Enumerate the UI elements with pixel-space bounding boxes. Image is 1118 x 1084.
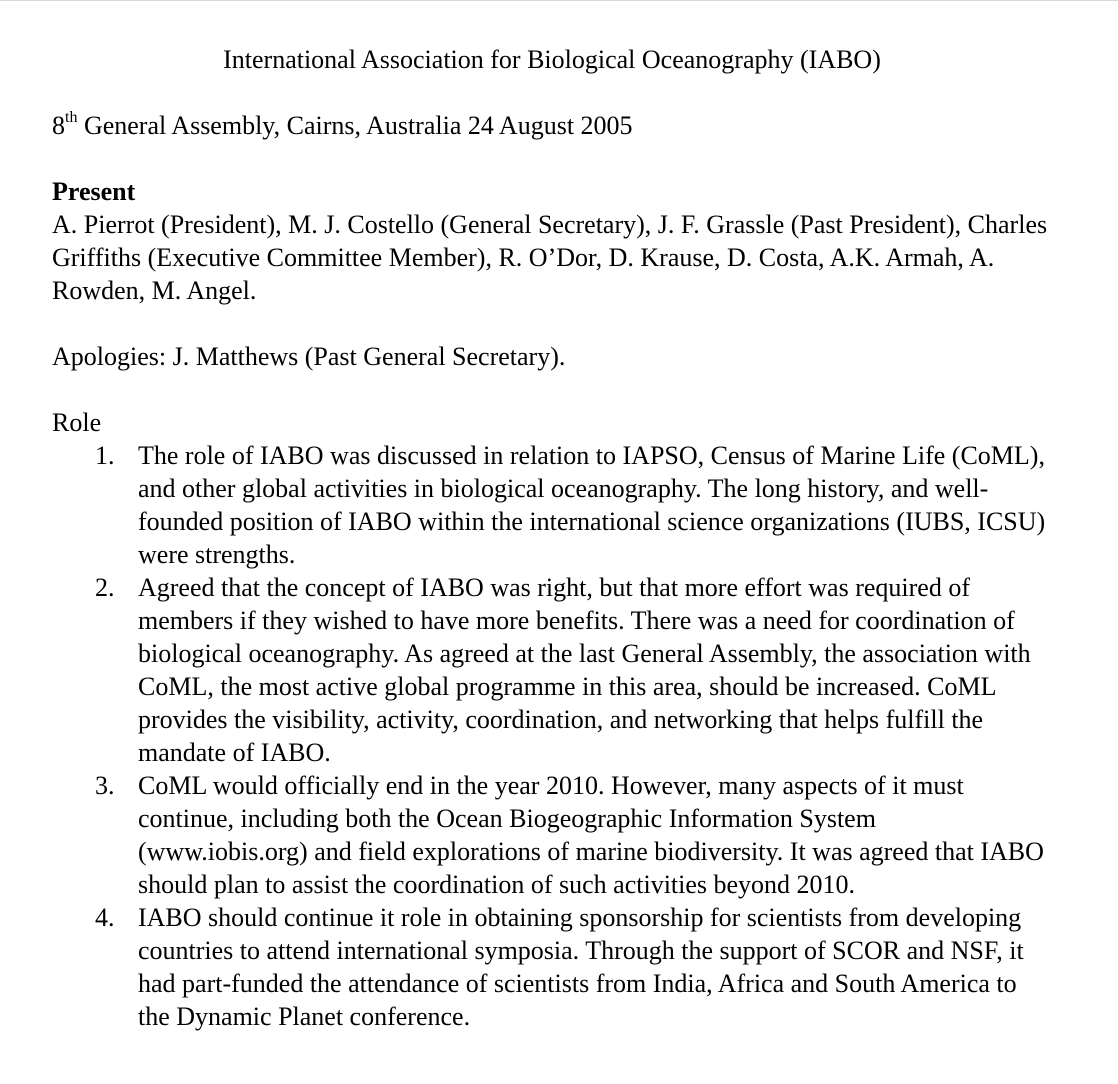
list-item-text: The role of IABO was discussed in relation to IAPSO, Census of Marine Life (CoML), and other global activities in biological oceanography. The long history, and well-founded position of IABO within the international science organizations (IUBS, ICSU) were strengths. <box>138 441 1046 569</box>
list-item <box>52 439 1052 571</box>
list-item-number: 4. <box>95 903 115 932</box>
list-item <box>52 769 1052 901</box>
list-item-text: Agreed that the concept of IABO was right, but that more effort was required of members if they wished to have more benefits. There was a need for coordination of biological oceanography. As agreed at the last General Assembly, the association with CoML, the most active global programme in this area, should be increased. CoML provides the visibility, activity, coordination, and networking that helps fulfill the mandate of IABO. <box>138 573 1031 767</box>
present-list: A. Pierrot (President), M. J. Costello (General Secretary), J. F. Grassle (Past President), Charles Griffiths (Executive Committee Member), R. O’Dor, D. Krause, D. Costa, A.K. Armah, A. Rowden, M. Angel. <box>52 210 1048 305</box>
list-item-number: 1. <box>95 441 115 470</box>
top-border <box>0 0 1118 1</box>
document-page <box>52 43 1052 1033</box>
list-item-number: 3. <box>95 771 115 800</box>
list-item-number: 2. <box>95 573 115 602</box>
list-item <box>52 901 1052 1033</box>
assembly-ordinal: 8 <box>52 111 65 140</box>
present-heading: Present <box>52 177 136 206</box>
list-item <box>52 571 1052 769</box>
list-item-text: IABO should continue it role in obtaining sponsorship for scientists from developing countries to attend international symposia. Through the support of SCOR and NSF, it had part-funded the attendance of scientists from India, Africa and South America to the Dynamic Planet conference. <box>138 903 1024 1031</box>
role-items-list <box>52 439 1052 1033</box>
assembly-line <box>52 109 1052 142</box>
role-heading: Role <box>52 408 102 437</box>
apologies-line: Apologies: J. Matthews (Past General Secretary). <box>52 342 566 371</box>
assembly-details: General Assembly, Cairns, Australia 24 August 2005 <box>77 111 633 140</box>
document-title: International Association for Biological Oceanography (IABO) <box>223 45 881 74</box>
assembly-ordinal-suffix: th <box>65 109 78 127</box>
list-item-text: CoML would officially end in the year 2010. However, many aspects of it must continue, including both the Ocean Biogeographic Information System (www.iobis.org) and field explorations of marine biodiversity. It was agreed that IABO should plan to assist the coordination of such activities beyond 2010. <box>138 771 1044 899</box>
